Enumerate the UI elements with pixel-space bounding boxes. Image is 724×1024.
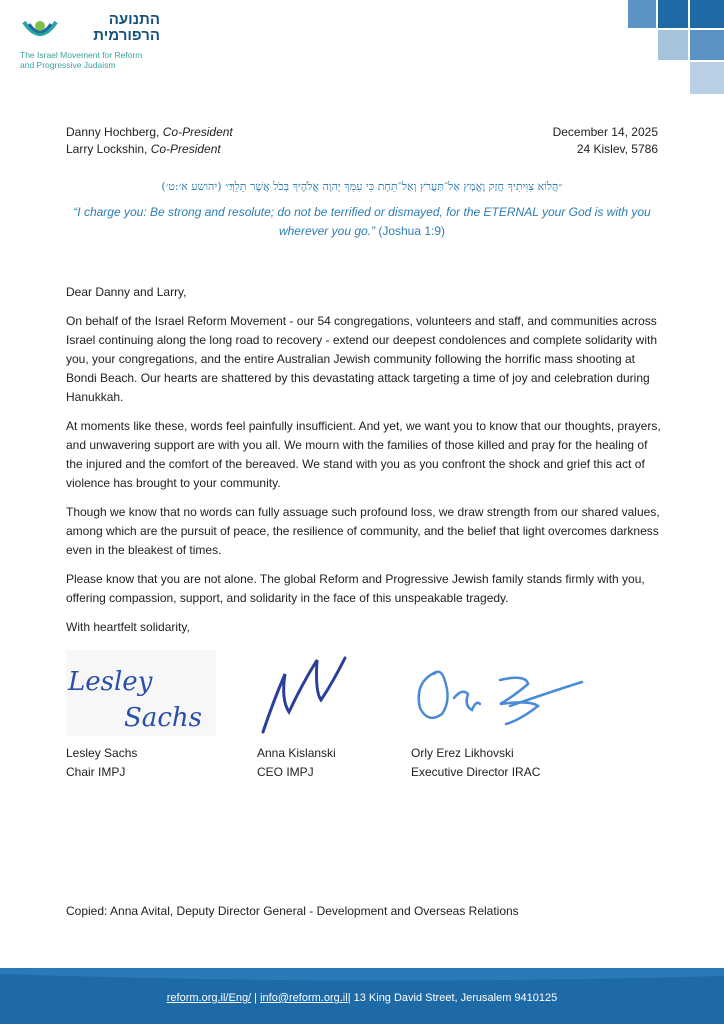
logo-english-text: The Israel Movement for Reform and Progressive Judaism — [20, 50, 143, 70]
hebrew-date: 24 Kislev, 5786 — [576, 142, 658, 156]
recipients-block: Danny Hochberg, Co-President Larry Lockshin, Co-President — [66, 125, 233, 156]
signature-lesley-sachs — [66, 650, 226, 740]
email-link[interactable]: info@reform.org.il — [260, 992, 348, 1004]
footer-wave-decoration — [0, 968, 724, 984]
salutation: Dear Danny and Larry, — [66, 285, 187, 299]
paragraph-1: On behalf of the Israel Reform Movement - our 54 congregations, volunteers and staff, and communities across Israel continuing along the long road to recovery - extend our deepest condolences and complete solidarity with you, your congregations, and the entire Australian Jewish community following the horrific mass shooting at Bondi Beach. Our hearts are shattered by this devastating attack targeting a time of joy and celebration during Hanukkah. — [66, 314, 658, 404]
verse-english: “I charge you: Be strong and resolute; do not be terrified or dismayed, for the ETERNAL your God is with you wherever you go.” (Joshua 1:9) — [73, 205, 651, 238]
address-text: | 13 King David Street, Jerusalem 9410125 — [347, 992, 558, 1004]
footer-contact: reform.org.il/Eng/ | info@reform.org.il| 13 King David Street, Jerusalem 9410125 — [166, 992, 558, 1004]
logo-hebrew-text: התנועה הרפורמית — [93, 11, 160, 44]
svg-text:Lesley: Lesley — [68, 667, 153, 697]
paragraph-3: Though we know that no words can fully assuage such profound loss, we draw strength from our shared values, among which are the pursuit of peace, the resilience of community, and the belief that light overcomes darkness even in the bleakest of times. — [66, 505, 660, 557]
date-block — [553, 124, 658, 158]
signature-orly-erez-likhovski — [410, 660, 590, 735]
gregorian-date: December 14, 2025 — [552, 125, 658, 139]
signatory-2: Anna Kislanski CEO IMPJ — [257, 746, 336, 779]
website-link[interactable]: reform.org.il/Eng/ — [166, 992, 252, 1004]
letter-body — [66, 283, 666, 647]
corner-squares-decoration — [614, 0, 724, 100]
signatory-1: Lesley Sachs Chair IMPJ — [66, 746, 138, 779]
signature-anna-kislanski — [255, 652, 355, 737]
verse-hebrew: ״הֲלוֹא צִוִּיתִיךָ חֲזַק וֶאֱמָץ אַל־תַּעֲרֹץ וְאַל־תֵּחָת כִּי עִמְּךָ יְהוָה אֱלֹהֶיךָ בְּכֹל אֲשֶׁר תֵּלֵךְ׃״ (יהושע א׳:ט׳) — [161, 180, 563, 193]
closing: With heartfelt solidarity, — [66, 620, 190, 634]
copied-line: Copied: Anna Avital, Deputy Director General - Development and Overseas Relations — [66, 904, 519, 918]
paragraph-4: Please know that you are not alone. The global Reform and Progressive Jewish family stands firmly with you, offering compassion, support, and solidarity in the face of this unspeakable tragedy. — [66, 572, 645, 605]
logo-emblem-icon — [20, 16, 60, 46]
svg-text:Sachs: Sachs — [124, 703, 202, 733]
paragraph-2: At moments like these, words feel painfully insufficient. And yet, we want you to know that our thoughts, prayers, and unwavering support are with you all. We mourn with the families of those killed and pray for the healing of the injured and the comfort of the bereaved. We stand with you as you confront the shock and grief this act of violence has brought to your community. — [66, 419, 661, 490]
signatory-3: Orly Erez Likhovski Executive Director IRAC — [411, 746, 541, 779]
